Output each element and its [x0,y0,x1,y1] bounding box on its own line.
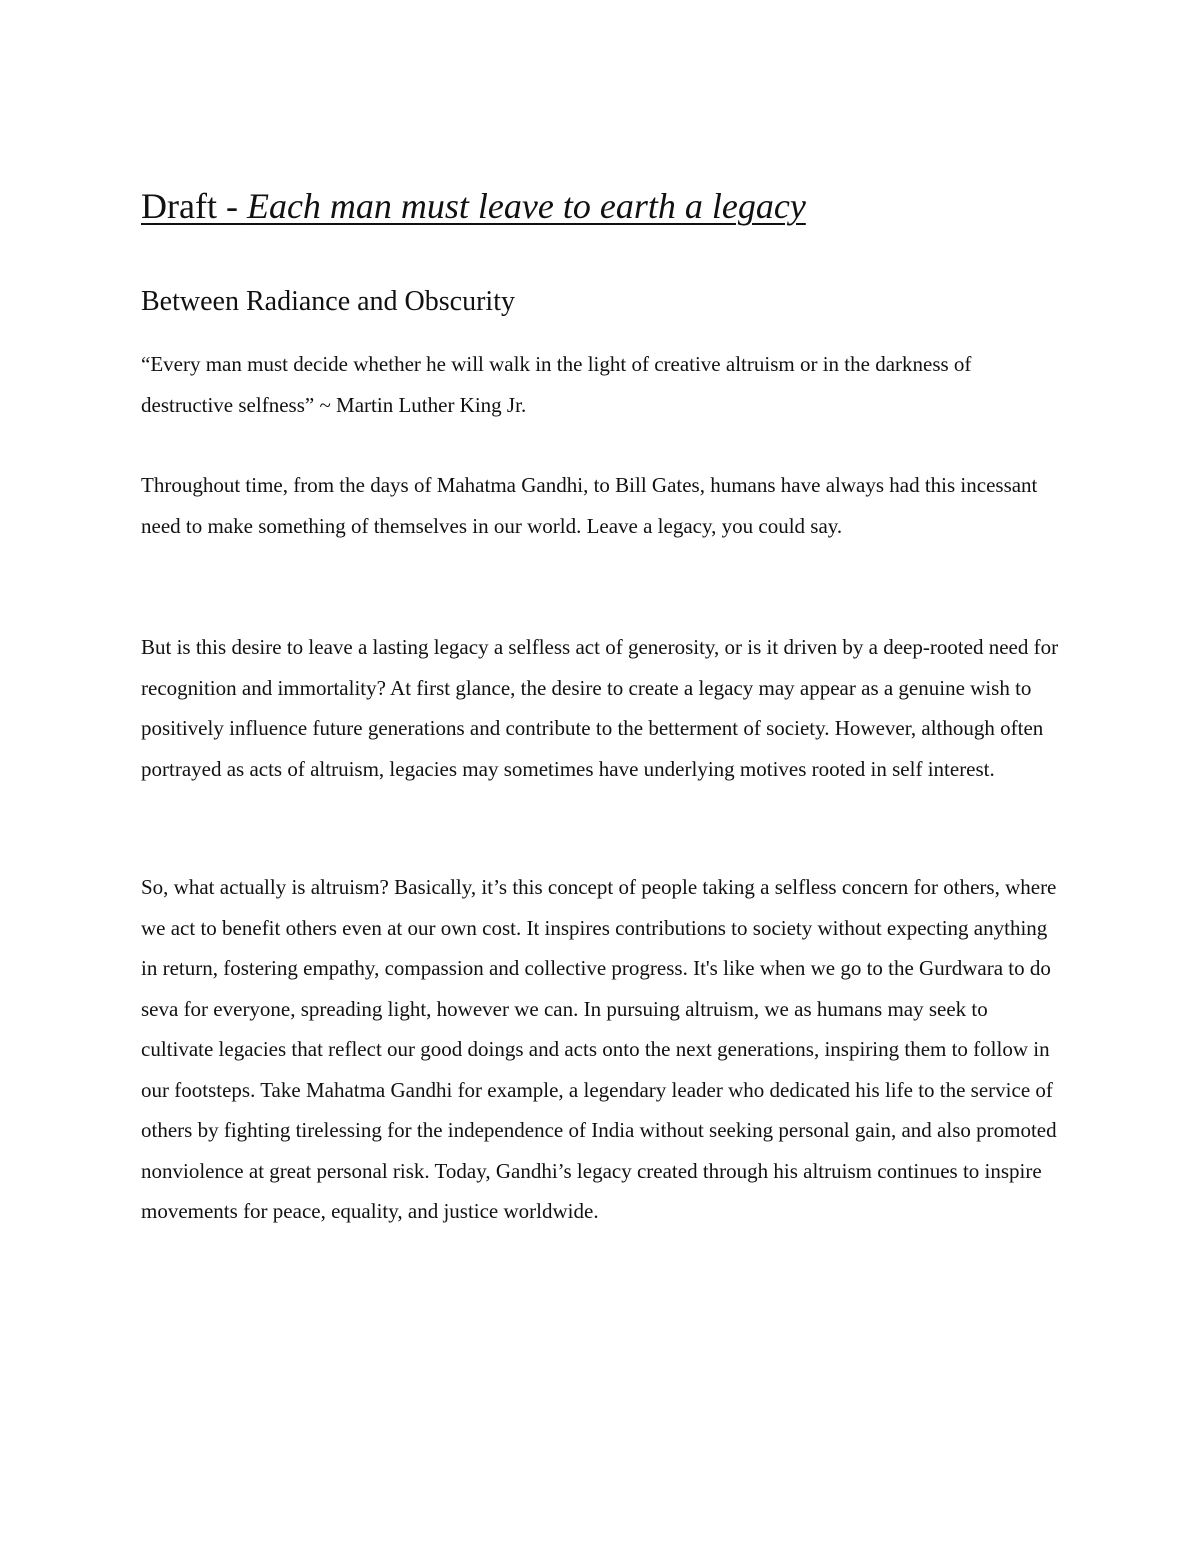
title-italic-text: Each man must leave to earth a legacy [246,186,806,226]
paragraph-question: But is this desire to leave a lasting legacy a selfless act of generosity, or is it driven by a deep-rooted need for recognition and immortality? At first glance, the desire to create a legacy may appear as a genuine wish to positively influence future generations and contribute to the betterment of society. However, although often portrayed as acts of altruism, legacies may sometimes have underlying motives rooted in self interest. [141,635,1059,781]
title-prefix: Draft - [141,186,247,226]
document-title [141,182,806,230]
opening-quote: “Every man must decide whether he will walk in the light of creative altruism or in the darkness of destructive selfness” ~ Martin Luther King Jr. [141,352,972,417]
paragraph-intro: Throughout time, from the days of Mahatma Gandhi, to Bill Gates, humans have always had this incessant need to make something of themselves in our world. Leave a legacy, you could say. [141,473,1038,538]
paragraph-altruism: So, what actually is altruism? Basically, it’s this concept of people taking a selfless concern for others, where we act to benefit others even at our own cost. It inspires contributions to society without expecting anything in return, fostering empathy, compassion and collective progress. It's like when we go to the Gurdwara to do seva for everyone, spreading light, however we can. In pursuing altruism, we as humans may seek to cultivate legacies that reflect our good doings and acts onto the next generations, inspiring them to follow in our footsteps. Take Mahatma Gandhi for example, a legendary leader who dedicated his life to the service of others by fighting tirelessing for the independence of India without seeking personal gain, and also promoted nonviolence at great personal risk. Today, Gandhi’s legacy created through his altruism continues to inspire movements for peace, equality, and justice worldwide. [141,875,1057,1223]
document-subtitle: Between Radiance and Obscurity [141,286,515,317]
